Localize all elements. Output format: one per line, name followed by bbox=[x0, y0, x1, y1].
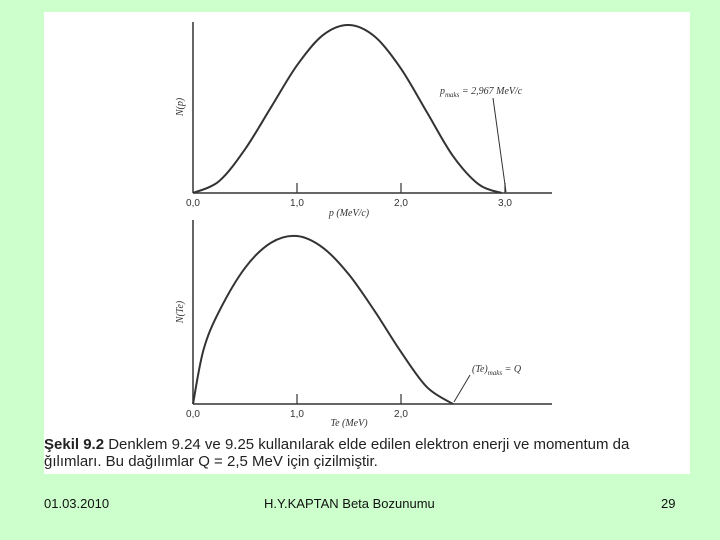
top-tick-label: 3,0 bbox=[498, 198, 512, 209]
bottom-series-line bbox=[193, 236, 453, 404]
top-annotation-label: p bbox=[440, 86, 445, 97]
caption-line-2: ğılımları. Bu dağılımlar Q = 2,5 MeV için çizilmiştir. bbox=[44, 453, 378, 470]
bottom-annotation-leader bbox=[454, 375, 470, 402]
top-annotation-text: = 2,967 MeV/c bbox=[459, 86, 523, 97]
top-tick-label: 2,0 bbox=[394, 198, 408, 209]
bottom-x-label: Te (MeV) bbox=[330, 418, 368, 429]
figure-panel bbox=[44, 12, 690, 474]
bottom-tick-label: 0,0 bbox=[186, 409, 200, 420]
top-x-label: p (MeV/c) bbox=[328, 208, 370, 219]
chart-bottom bbox=[175, 220, 552, 429]
figure-caption bbox=[44, 436, 690, 470]
top-tick-label: 1,0 bbox=[290, 198, 304, 209]
charts-svg bbox=[44, 12, 690, 432]
top-tick-label: 0,0 bbox=[186, 198, 200, 209]
top-annotation bbox=[439, 86, 523, 99]
top-annotation-leader bbox=[493, 98, 506, 192]
bottom-tick-label: 2,0 bbox=[394, 409, 408, 420]
bottom-annotation-label: (Te) bbox=[472, 364, 488, 375]
top-y-label: N(p) bbox=[175, 97, 186, 117]
footer-date: 01.03.2010 bbox=[44, 496, 110, 511]
bottom-y-label: N(Te) bbox=[175, 300, 186, 324]
caption-line-1: Denklem 9.24 ve 9.25 kullanılarak elde edilen elektron enerji ve momentum da bbox=[104, 436, 630, 453]
bottom-annotation-text: = Q bbox=[502, 364, 522, 375]
bottom-annotation bbox=[472, 364, 522, 377]
top-annotation-subscript: maks bbox=[445, 91, 460, 99]
bottom-annotation-subscript: maks bbox=[487, 369, 503, 377]
footer-title: H.Y.KAPTAN Beta Bozunumu bbox=[264, 496, 435, 511]
caption-label: Şekil 9.2 bbox=[44, 436, 105, 453]
chart-top bbox=[175, 22, 552, 219]
page-number: 29 bbox=[661, 496, 676, 511]
top-series-line bbox=[193, 25, 502, 193]
bottom-tick-label: 1,0 bbox=[290, 409, 304, 420]
